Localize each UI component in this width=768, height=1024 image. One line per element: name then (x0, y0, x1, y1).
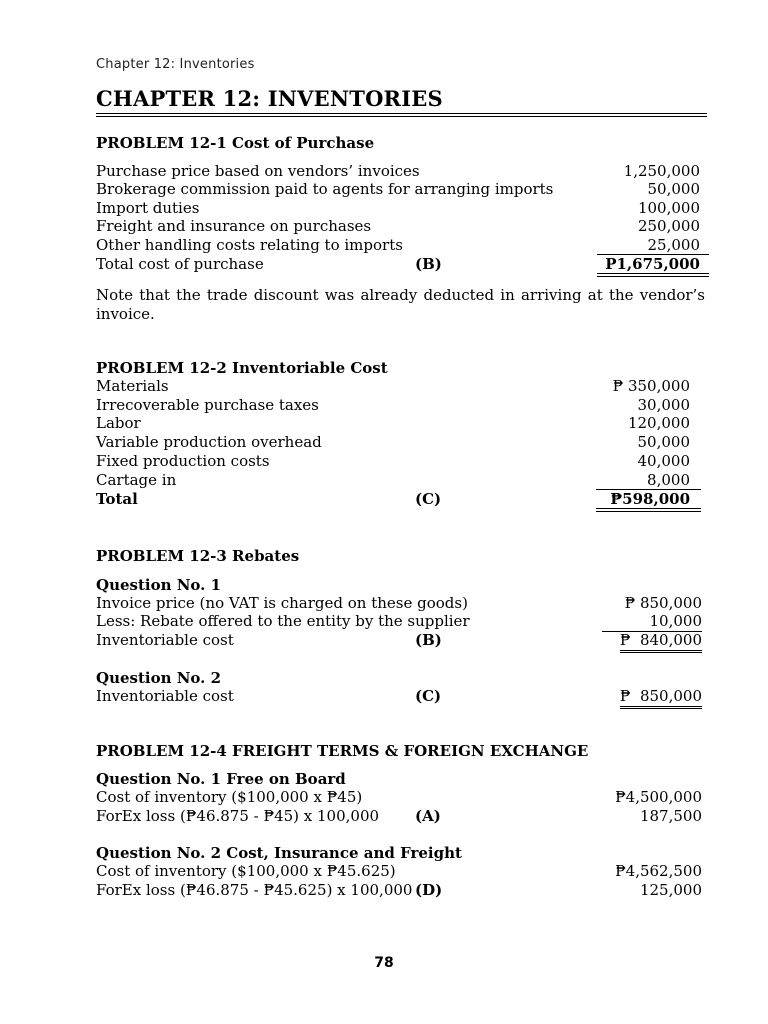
table-row (96, 433, 704, 452)
total-double-rule (596, 508, 701, 512)
row-amount: 187,500 (639, 807, 702, 825)
row-label: Cartage in (96, 471, 177, 489)
total-double-rule (597, 273, 709, 277)
row-label: Irrecoverable purchase taxes (96, 396, 319, 414)
problem-3-title: PROBLEM 12-3 Rebates (96, 547, 300, 565)
row-amount: ₱ 850,000 (624, 594, 702, 612)
problem-4-title: PROBLEM 12-4 FREIGHT TERMS & FOREIGN EXCHANGE (96, 742, 589, 760)
problem-2-title: PROBLEM 12-2 Inventoriable Cost (96, 359, 388, 377)
table-row (96, 612, 704, 631)
row-amount: 40,000 (637, 452, 690, 470)
row-label: Invoice price (no VAT is charged on these goods) (96, 594, 468, 612)
row-amount: 120,000 (627, 414, 690, 432)
total-amount: ₱ 840,000 (620, 631, 702, 653)
row-amount: 100,000 (637, 199, 700, 217)
question-heading: Question No. 1 Free on Board (96, 770, 346, 788)
row-label: ForEx loss (₱46.875 - ₱45) x 100,000 (96, 807, 380, 825)
row-label: ForEx loss (₱46.875 - ₱45.625) x 100,000 (96, 881, 413, 899)
table-row (96, 236, 704, 255)
page-number: 78 (374, 955, 394, 971)
row-label: Materials (96, 377, 169, 395)
problem-1-note: Note that the trade discount was already deducted in arriving at the vendor’s invoice. (96, 286, 705, 323)
title-rule-bottom (96, 116, 707, 117)
title-rule-top (96, 113, 707, 114)
total-amount: ₱ 850,000 (620, 687, 702, 709)
answer-tag: (C) (415, 490, 442, 508)
table-row (96, 162, 704, 181)
total-label: Inventoriable cost (96, 631, 234, 649)
answer-tag: (B) (415, 631, 442, 649)
row-amount: 50,000 (637, 433, 690, 451)
total-label: Total (96, 490, 138, 508)
row-amount: 1,250,000 (623, 162, 700, 180)
table-row (96, 199, 704, 218)
running-header: Chapter 12: Inventories (96, 57, 255, 72)
total-label: Inventoriable cost (96, 687, 234, 705)
answer-tag: (A) (415, 807, 441, 825)
row-label: Freight and insurance on purchases (96, 217, 372, 235)
row-label: Cost of inventory ($100,000 x ₱45) (96, 788, 363, 806)
table-row (96, 180, 704, 199)
row-label: Import duties (96, 199, 200, 217)
row-amount: ₱ 350,000 (612, 377, 690, 395)
row-amount: 250,000 (637, 217, 700, 235)
table-row (96, 414, 704, 433)
row-label: Other handling costs relating to imports (96, 236, 403, 254)
total-row (96, 687, 704, 706)
table-row (96, 788, 704, 807)
table-row (96, 377, 704, 396)
total-label: Total cost of purchase (96, 255, 264, 273)
table-row (96, 471, 704, 490)
row-amount: 125,000 (639, 881, 702, 899)
row-amount: ₱4,562,500 (615, 862, 702, 880)
answer-tag: (B) (415, 255, 442, 273)
row-label: Fixed production costs (96, 452, 270, 470)
row-label: Less: Rebate offered to the entity by the supplier (96, 612, 470, 630)
row-amount: ₱4,500,000 (615, 788, 702, 806)
table-row (96, 452, 704, 471)
answer-tag: (D) (415, 881, 443, 899)
total-row (96, 490, 704, 509)
row-label: Cost of inventory ($100,000 x ₱45.625) (96, 862, 396, 880)
row-label: Labor (96, 414, 141, 432)
question-heading: Question No. 1 (96, 576, 222, 594)
question-heading: Question No. 2 (96, 669, 222, 687)
total-amount: ₱598,000 (610, 490, 690, 508)
total-row (96, 631, 704, 650)
row-label: Purchase price based on vendors’ invoices (96, 162, 420, 180)
problem-1-title: PROBLEM 12-1 Cost of Purchase (96, 134, 375, 152)
table-row (96, 807, 704, 826)
table-row (96, 396, 704, 415)
row-amount: 50,000 (647, 180, 700, 198)
total-amount: P1,675,000 (605, 255, 700, 273)
table-row (96, 594, 704, 613)
table-row (96, 862, 704, 881)
table-row (96, 217, 704, 236)
question-heading: Question No. 2 Cost, Insurance and Freight (96, 844, 462, 862)
row-label: Brokerage commission paid to agents for arranging imports (96, 180, 554, 198)
answer-tag: (C) (415, 687, 442, 705)
total-row (96, 255, 704, 274)
chapter-title: CHAPTER 12: INVENTORIES (96, 86, 443, 111)
row-amount: 30,000 (637, 396, 690, 414)
row-amount: 8,000 (647, 471, 690, 489)
row-label: Variable production overhead (96, 433, 322, 451)
row-amount: 10,000 (602, 612, 703, 632)
row-amount: 25,000 (647, 236, 700, 254)
table-row (96, 881, 704, 900)
